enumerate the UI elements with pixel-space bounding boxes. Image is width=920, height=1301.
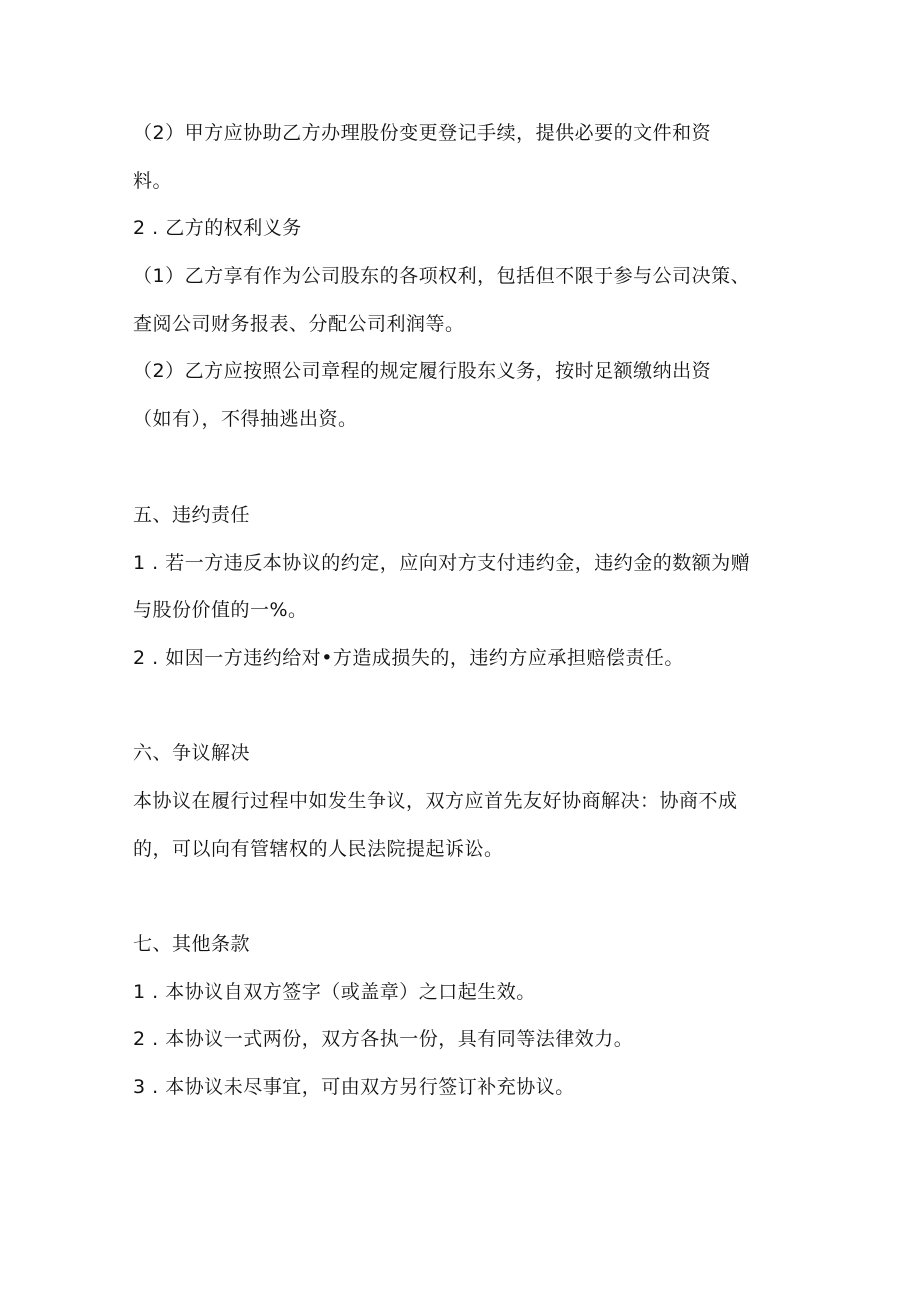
section-heading: 七、其他条款 [133, 933, 251, 955]
paragraph-line: （2）乙方应按照公司章程的规定履行股东义务，按时足额缴纳出资 [133, 360, 712, 382]
paragraph-line: 1 . 本协议自双方签字（或盖章）之口起生效。 [133, 981, 536, 1003]
paragraph-line: 料。 [133, 170, 173, 192]
paragraph-line: 的，可以向有管辖权的人民法院提起诉讼。 [133, 838, 504, 860]
paragraph-line: 本协议在履行过程中如发生争议，双方应首先友好协商解决：协商不成 [133, 790, 738, 812]
section-heading: 六、争议解决 [133, 742, 251, 764]
section-subheading: 2 . 乙方的权利义务 [133, 217, 302, 239]
paragraph-line: 查阅公司财务报表、分配公司利润等。 [133, 313, 465, 335]
paragraph-line: 3 . 本协议未尽事宜，可由双方另行签订补充协议。 [133, 1076, 575, 1098]
paragraph-line: （如有），不得抽逃出资。 [133, 408, 358, 430]
paragraph-line: 1 . 若一方违反本协议的约定，应向对方支付违约金，违约金的数额为赠 [133, 552, 751, 574]
section-heading: 五、违约责任 [133, 504, 251, 526]
paragraph-line: 2 . 本协议一式两份，双方各执一份，具有同等法律效力。 [133, 1028, 634, 1050]
paragraph-line: 2 . 如因一方违约给对•方造成损失的，违约方应承担赔偿责任。 [133, 647, 684, 669]
paragraph-line: （2）甲方应协助乙方办理股份变更登记手续，提供必要的文件和资 [133, 122, 712, 144]
paragraph-line: （1）乙方享有作为公司股东的各项权利，包括但不限于参与公司决策、 [133, 265, 751, 287]
paragraph-line: 与股份价值的一%。 [133, 599, 308, 621]
